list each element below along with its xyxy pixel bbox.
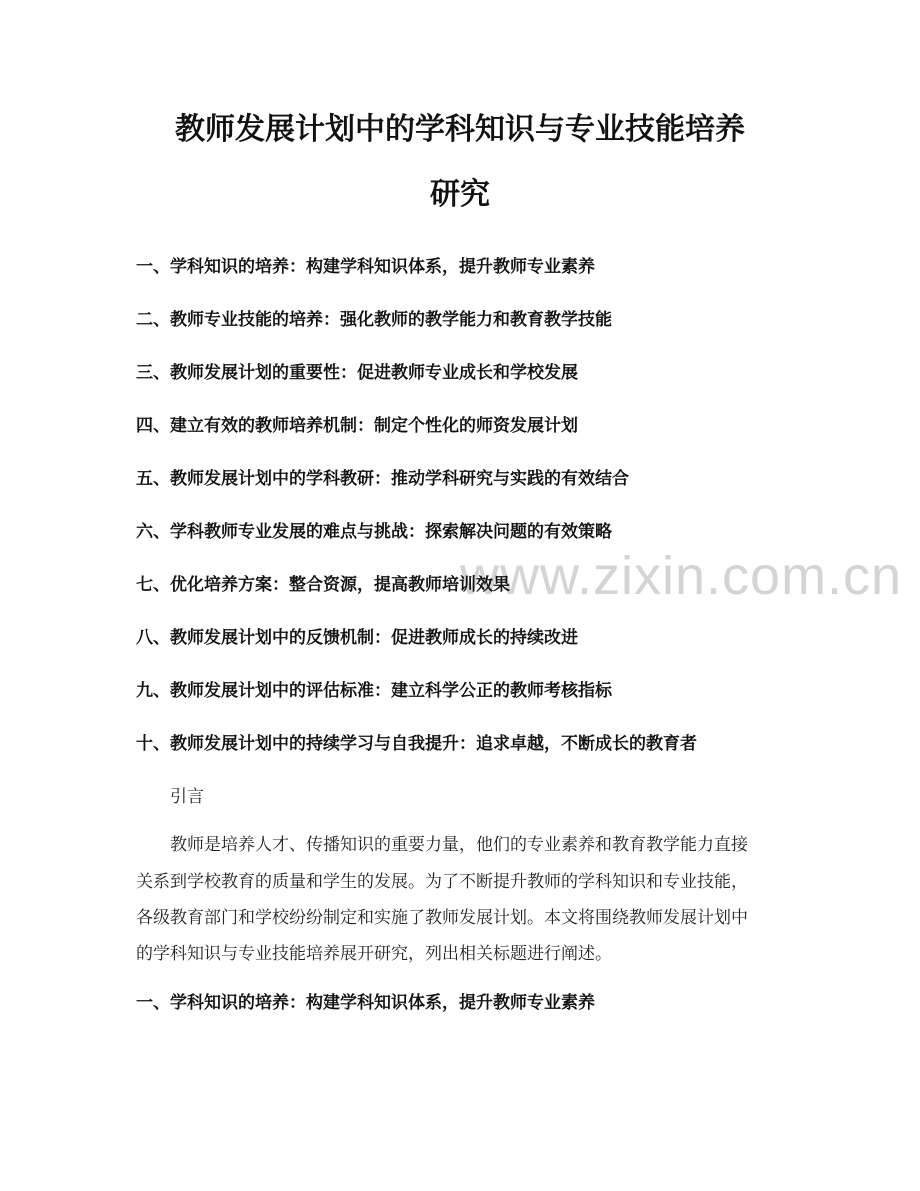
intro-paragraph-line-3: 各级教育部门和学校纷纷制定和实施了教师发展计划。本文将围绕教师发展计划中 [136, 908, 748, 928]
toc-item-1: 一、学科知识的培养：构建学科知识体系，提升教师专业素养 [136, 257, 595, 277]
toc-item-7: 七、优化培养方案：整合资源，提高教师培训效果 [136, 575, 510, 595]
toc-item-4: 四、建立有效的教师培养机制：制定个性化的师资发展计划 [136, 416, 578, 436]
toc-item-3: 三、教师发展计划的重要性：促进教师专业成长和学校发展 [136, 363, 578, 383]
section-heading-1: 一、学科知识的培养：构建学科知识体系，提升教师专业素养 [136, 993, 595, 1013]
watermark: www.zixin.com.cn [460, 546, 903, 606]
intro-paragraph-line-1: 教师是培养人才、传播知识的重要力量，他们的专业素养和教育教学能力直接 [170, 835, 748, 855]
toc-item-2: 二、教师专业技能的培养：强化教师的教学能力和教育教学技能 [136, 310, 612, 330]
toc-item-9: 九、教师发展计划中的评估标准：建立科学公正的教师考核指标 [136, 681, 612, 701]
document-title-line-1: 教师发展计划中的学科知识与专业技能培养 [175, 112, 745, 147]
toc-item-10: 十、教师发展计划中的持续学习与自我提升：追求卓越，不断成长的教育者 [136, 734, 697, 754]
document-title-line-2: 研究 [430, 177, 490, 212]
toc-item-8: 八、教师发展计划中的反馈机制：促进教师成长的持续改进 [136, 628, 578, 648]
toc-item-6: 六、学科教师专业发展的难点与挑战：探索解决问题的有效策略 [136, 522, 612, 542]
intro-label: 引言 [170, 787, 204, 807]
toc-item-5: 五、教师发展计划中的学科教研：推动学科研究与实践的有效结合 [136, 469, 629, 489]
intro-paragraph-line-2: 关系到学校教育的质量和学生的发展。为了不断提升教师的学科知识和专业技能， [136, 872, 748, 892]
intro-paragraph-line-4: 的学科知识与专业技能培养展开研究，列出相关标题进行阐述。 [136, 944, 612, 964]
